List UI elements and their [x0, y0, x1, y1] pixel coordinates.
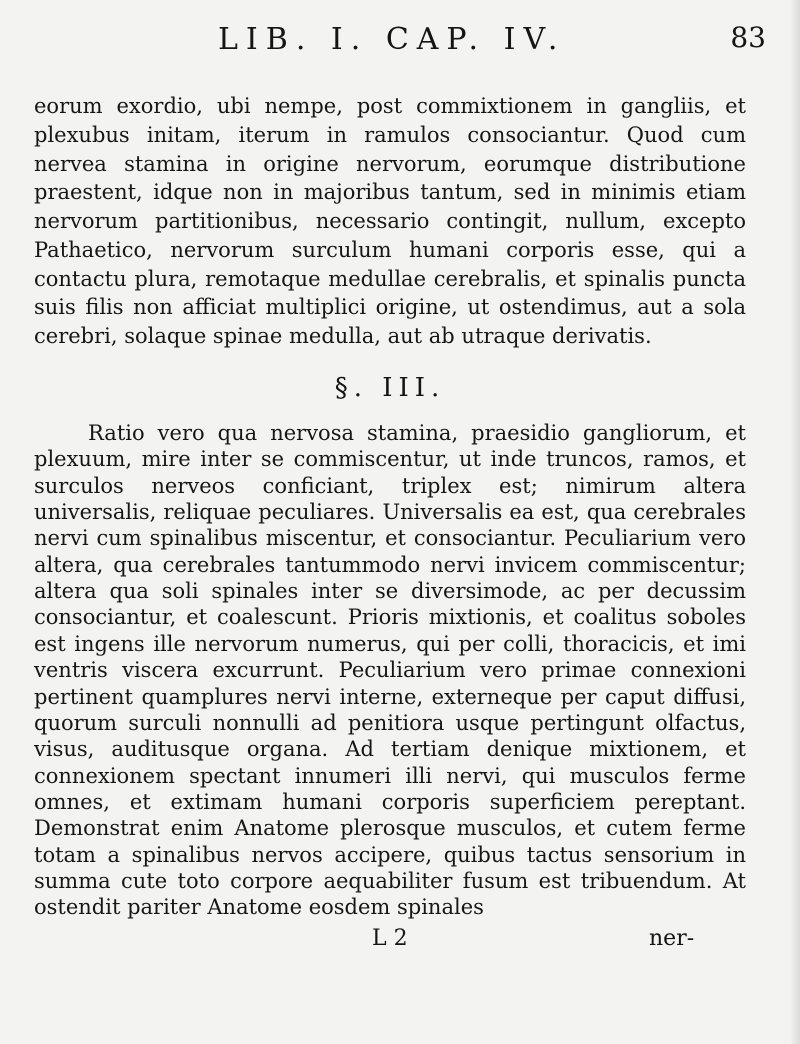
section-paragraph: Ratio vero qua nervosa stamina, praesidio gangliorum, et plexuum, mire inter se commiscentur, ut inde truncos, ramos, et surculos nerveos conficiant, triplex est; nimirum altera universalis, reliquae peculiares. Universalis ea est, qua cerebrales nervi cum spinalibus miscentur, et consociantur. Peculiarium vero altera, qua cerebrales tantummodo nervi invicem commiscentur; altera qua soli spinales inter se diversimode, ac per decussim consociantur, et coalescunt. Prioris mixtionis, et coalitus soboles est ingens ille nervorum numerus, qui per colli, thoracicis, et imi ventris viscera excurrunt. Peculiarium vero primae connexioni pertinent quamplures nervi interne, externeque per caput diffusi, quorum surculi nonnulli ad penitiora usque pertingunt olfactus, visus, auditusque organa. Ad tertiam denique mixtionem, et connexionem spectant innumeri illi nervi, qui musculos ferme omnes, et extimam humani corporis superficiem pereptant. Demonstrat enim Anatome plerosque musculos, et cutem ferme totam a spinalibus nervos accipere, quibus tactus sensorium in summa cute toto corpore aequabiliter fusum est tribuendum. At ostendit pariter Anatome eosdem spinales: [34, 421, 746, 920]
page-footer: [34, 926, 766, 960]
signature-mark: L 2: [372, 926, 408, 951]
running-title: LIB. I. CAP. IV.: [218, 22, 566, 57]
section-heading: §. III.: [334, 372, 446, 403]
page-content: [34, 92, 746, 952]
page-number: 83: [730, 21, 766, 54]
continuation-paragraph: eorum exordio, ubi nempe, post commixtionem in gangliis, et plexubus initam, iterum in ramulos consociantur. Quod cum nervea stamina in origine nervorum, eorumque distributione praestent, idque non in majoribus tantum, sed in minimis etiam nervorum partitionibus, necessario contingit, nullum, excepto Pathaetico, nervorum surculum humani corporis esse, qui a contactu plura, remotaque medullae cerebralis, et spinalis puncta suis filis non afficiat multiplici origine, ut ostendimus, aut a sola cerebri, solaque spinae medulla, aut ab utraque derivatis.: [34, 94, 746, 349]
catchword: ner-: [649, 926, 695, 951]
page-header: [34, 22, 766, 72]
